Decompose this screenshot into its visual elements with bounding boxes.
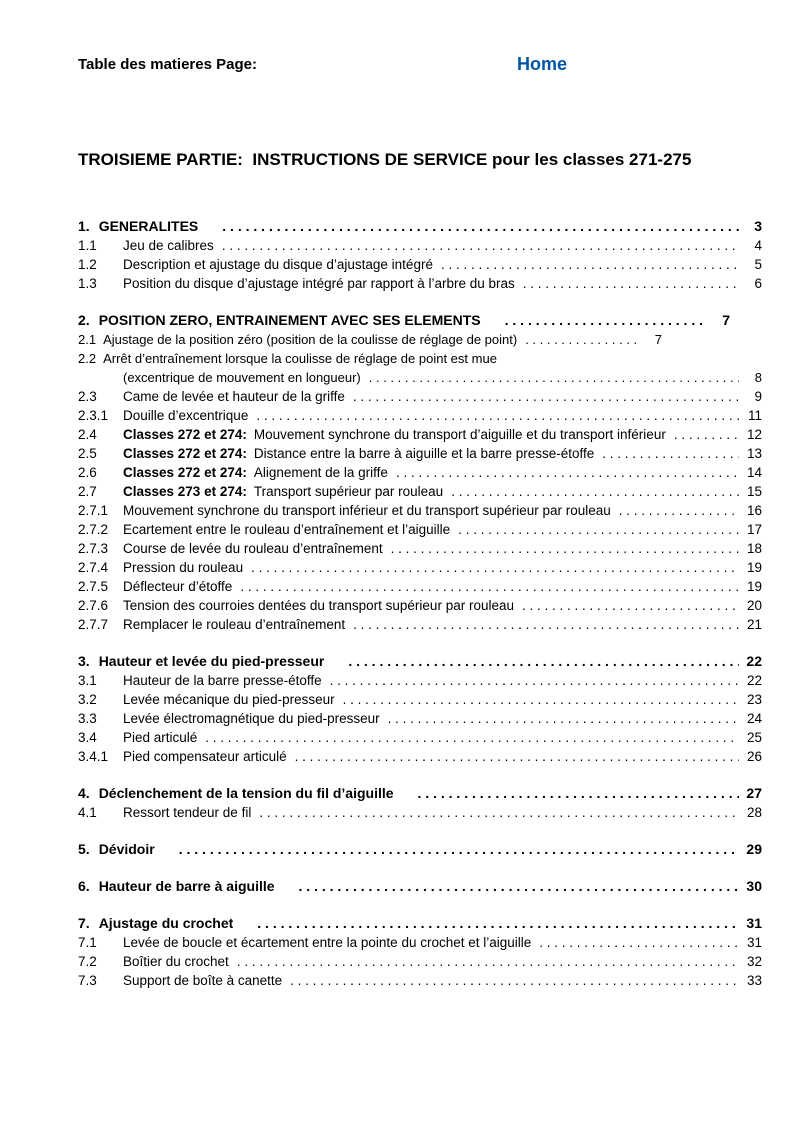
toc-entry-page: 7	[654, 332, 662, 347]
toc-group	[78, 652, 762, 766]
toc-group	[78, 840, 762, 859]
toc-entry-title: Ecartement entre le rouleau d’entraînement et l’aiguille	[123, 522, 451, 537]
toc-entry	[78, 236, 762, 255]
dot-leader	[295, 747, 739, 766]
toc-entry-page: 13	[746, 446, 762, 461]
dot-leader	[441, 255, 739, 274]
toc-entry-title: Mouvement synchrone du transport inférieur et du transport supérieur par rouleau	[123, 503, 611, 518]
dot-leader	[179, 840, 739, 859]
dot-leader	[369, 368, 739, 387]
toc-entry-title: Ajustage du crochet	[98, 915, 234, 931]
toc-entry	[78, 877, 762, 896]
toc-entry	[78, 690, 762, 709]
toc-entry-title: Boîtier du crochet	[123, 954, 229, 969]
toc-entry-title: Ajustage de la position zéro (position de la coulisse de réglage de point)	[103, 332, 518, 347]
toc-entry	[78, 803, 762, 822]
toc-entry-title: Tension des courroies dentées du transport supérieur par rouleau	[123, 598, 514, 613]
toc-entry-number: 4.1	[78, 805, 97, 820]
dot-leader	[523, 274, 739, 293]
toc-entry-number: 5.	[78, 841, 90, 857]
toc-entry-number: 3.4.1	[78, 749, 109, 764]
toc-entry-number: 2.5	[78, 446, 97, 461]
toc-entry-title: Transport supérieur par rouleau	[253, 484, 444, 499]
toc-entry-title: (excentrique de mouvement en longueur)	[123, 370, 361, 385]
dot-leader	[451, 482, 739, 501]
toc-entry-page: 21	[746, 617, 762, 632]
toc-entry-title: Pied articulé	[123, 730, 198, 745]
toc-entry-title: Levée mécanique du pied-presseur	[123, 692, 335, 707]
document-title: TROISIEME PARTIE: INSTRUCTIONS DE SERVICE pour les classes 271-275	[78, 150, 692, 169]
toc-entry-number: 2.6	[78, 465, 97, 480]
toc-entry-number: 2.7.3	[78, 541, 109, 556]
toc-entry-page: 28	[746, 805, 762, 820]
toc-entry-page: 4	[754, 238, 762, 253]
toc-entry-page: 33	[746, 973, 762, 988]
toc-entry-title: Came de levée et hauteur de la griffe	[123, 389, 345, 404]
toc-entry	[78, 482, 762, 501]
toc-entry-page: 3	[754, 218, 762, 234]
toc-entry	[78, 952, 762, 971]
toc-entry-page: 32	[746, 954, 762, 969]
toc-entry-page: 24	[746, 711, 762, 726]
toc-entry-title: Description et ajustage du disque d’ajustage intégré	[123, 257, 433, 272]
toc-entry-class-prefix: Classes 272 et 274:	[123, 427, 247, 442]
toc-entry	[78, 652, 762, 671]
dot-leader	[205, 728, 739, 747]
toc-entry-title: Déclenchement de la tension du fil d’aiguille	[98, 785, 394, 801]
home-link[interactable]: Home	[517, 54, 568, 74]
toc-entry-number: 3.4	[78, 730, 97, 745]
toc-entry-title: Pression du rouleau	[123, 560, 244, 575]
toc-entry-page: 19	[746, 560, 762, 575]
toc-entry-title: Pied compensateur articulé	[123, 749, 287, 764]
toc-entry-number: 3.2	[78, 692, 97, 707]
toc-entry-title: Levée de boucle et écartement entre la pointe du crochet et l’aiguille	[123, 935, 532, 950]
toc-entry-number: 1.3	[78, 276, 97, 291]
toc-heading-label: Table des matieres Page:	[78, 56, 257, 73]
toc-entry-page: 6	[754, 276, 762, 291]
toc-entry-page: 31	[746, 915, 762, 931]
toc-entry-title: Hauteur de barre à aiguille	[98, 878, 275, 894]
toc-entry-title: Levée électromagnétique du pied-presseur	[123, 711, 380, 726]
toc-entry-page: 9	[754, 389, 762, 404]
toc-entry-number: 2.3	[78, 389, 97, 404]
toc-entry-title: Jeu de calibres	[123, 238, 214, 253]
toc-entry-class-prefix: Classes 272 et 274:	[123, 465, 247, 480]
toc-entry-title: Dévidoir	[98, 841, 155, 857]
toc-entry	[78, 520, 762, 539]
toc-entry-page: 29	[746, 841, 762, 857]
dot-leader	[299, 877, 739, 896]
dot-leader	[251, 558, 739, 577]
dot-leader	[348, 652, 739, 671]
toc-entry-class-prefix: Classes 272 et 274:	[123, 446, 247, 461]
toc-entry-number: 1.2	[78, 257, 97, 272]
toc-entry-title: Course de levée du rouleau d’entraînement	[123, 541, 383, 556]
toc-entry-page: 26	[746, 749, 762, 764]
toc	[78, 217, 762, 990]
toc-entry-title: Hauteur de la barre presse-étoffe	[123, 673, 322, 688]
page-header	[78, 56, 762, 80]
dot-leader	[505, 311, 707, 330]
toc-entry	[78, 368, 762, 387]
toc-entry	[78, 971, 762, 990]
dot-leader	[259, 803, 739, 822]
toc-entry	[78, 671, 762, 690]
toc-entry	[78, 914, 762, 933]
toc-entry-page: 14	[746, 465, 762, 480]
dot-leader	[222, 236, 739, 255]
toc-entry	[78, 387, 762, 406]
toc-entry-page: 20	[746, 598, 762, 613]
toc-entry	[78, 840, 762, 859]
toc-entry-page: 17	[746, 522, 762, 537]
toc-entry	[78, 425, 762, 444]
dot-leader	[619, 501, 739, 520]
toc-entry-title: GENERALITES	[98, 218, 199, 234]
toc-group	[78, 877, 762, 896]
toc-entry-number: 2.3.1	[78, 408, 109, 423]
toc-entry-title: POSITION ZERO, ENTRAINEMENT AVEC SES ELEMENTS	[98, 312, 481, 328]
toc-entry-number: 2.7.7	[78, 617, 109, 632]
toc-entry-number: 2.4	[78, 427, 97, 442]
toc-entry-page: 22	[746, 673, 762, 688]
toc-entry-title: Support de boîte à canette	[123, 973, 283, 988]
dot-leader	[240, 577, 739, 596]
toc-entry-number: 2.1	[78, 332, 97, 347]
toc-entry-page: 18	[746, 541, 762, 556]
toc-entry-page: 8	[754, 370, 762, 385]
dot-leader	[525, 330, 639, 349]
toc-entry-number: 7.2	[78, 954, 97, 969]
toc-entry	[78, 596, 762, 615]
toc-entry-page: 30	[746, 878, 762, 894]
dot-leader	[290, 971, 739, 990]
toc-group	[78, 784, 762, 822]
dot-leader	[330, 671, 739, 690]
toc-entry	[78, 463, 762, 482]
toc-entry-page: 31	[746, 935, 762, 950]
toc-entry	[78, 539, 762, 558]
toc-entry	[78, 933, 762, 952]
toc-entry	[78, 558, 762, 577]
dot-leader	[256, 406, 739, 425]
toc-entry-number: 2.7.1	[78, 503, 109, 518]
toc-entry-number: 2.7.5	[78, 579, 109, 594]
dot-leader	[396, 463, 739, 482]
toc-entry-title: Déflecteur d’étoffe	[123, 579, 233, 594]
toc-entry-title: Position du disque d’ajustage intégré par rapport à l’arbre du bras	[123, 276, 515, 291]
toc-entry-title: Alignement de la griffe	[253, 465, 388, 480]
toc-entry-page: 23	[746, 692, 762, 707]
toc-entry-number: 4.	[78, 785, 90, 801]
toc-entry-number: 2.7	[78, 484, 97, 499]
toc-entry-title: Distance entre la barre à aiguille et la barre presse-étoffe	[253, 446, 595, 461]
toc-entry-number: 2.7.2	[78, 522, 109, 537]
toc-entry-title: Remplacer le rouleau d’entraînement	[123, 617, 346, 632]
toc-entry-page: 12	[746, 427, 762, 442]
toc-entry	[78, 615, 762, 634]
dot-leader	[391, 539, 739, 558]
dot-leader	[257, 914, 739, 933]
toc-entry-number: 1.	[78, 218, 90, 234]
toc-entry	[78, 728, 762, 747]
toc-entry-page: 27	[746, 785, 762, 801]
toc-entry	[78, 501, 762, 520]
dot-leader	[353, 615, 739, 634]
toc-entry-title: Mouvement synchrone du transport d’aiguille et du transport inférieur	[253, 427, 666, 442]
toc-entry-page: 7	[722, 312, 730, 328]
toc-entry-number: 3.1	[78, 673, 97, 688]
toc-entry-title: Douille d’excentrique	[123, 408, 249, 423]
toc-entry	[78, 330, 762, 349]
toc-entry-page: 19	[746, 579, 762, 594]
toc-entry	[78, 406, 762, 425]
toc-entry	[78, 217, 762, 236]
toc-entry	[78, 709, 762, 728]
toc-entry	[78, 577, 762, 596]
dot-leader	[237, 952, 739, 971]
toc-entry-page: 5	[754, 257, 762, 272]
toc-entry-page: 16	[746, 503, 762, 518]
toc-entry-number: 1.1	[78, 238, 97, 253]
dot-leader	[222, 217, 739, 236]
toc-entry-number: 6.	[78, 878, 90, 894]
toc-entry-number: 3.	[78, 653, 90, 669]
dot-leader	[522, 596, 739, 615]
toc-entry	[78, 274, 762, 293]
toc-entry-class-prefix: Classes 273 et 274:	[123, 484, 247, 499]
dot-leader	[539, 933, 739, 952]
toc-entry-title: Hauteur et levée du pied-presseur	[98, 653, 325, 669]
toc-entry-page: 11	[747, 408, 762, 423]
toc-entry-number: 7.1	[78, 935, 97, 950]
dot-leader	[602, 444, 739, 463]
dot-leader	[343, 690, 739, 709]
toc-entry-title: Arrêt d’entraînement lorsque la coulisse de réglage de point est mue	[103, 351, 497, 366]
toc-entry	[78, 747, 762, 766]
toc-entry-number: 7.	[78, 915, 90, 931]
toc-entry-page: 22	[746, 653, 762, 669]
toc-entry-page: 25	[746, 730, 762, 745]
toc-entry	[78, 349, 762, 368]
toc-entry	[78, 444, 762, 463]
toc-entry-number: 7.3	[78, 973, 97, 988]
toc-entry-number: 2.7.6	[78, 598, 109, 613]
toc-group	[78, 217, 762, 293]
dot-leader	[674, 425, 739, 444]
toc-entry-page: 15	[746, 484, 762, 499]
toc-group	[78, 311, 762, 634]
dot-leader	[353, 387, 739, 406]
toc-entry	[78, 784, 762, 803]
toc-entry-title: Ressort tendeur de fil	[123, 805, 252, 820]
dot-leader	[418, 784, 739, 803]
dot-leader	[388, 709, 739, 728]
toc-entry-number: 2.	[78, 312, 90, 328]
toc-group	[78, 914, 762, 990]
toc-entry-number: 3.3	[78, 711, 97, 726]
toc-entry-number: 2.7.4	[78, 560, 109, 575]
dot-leader	[458, 520, 739, 539]
toc-entry-number: 2.2	[78, 351, 97, 366]
toc-entry	[78, 255, 762, 274]
toc-entry	[78, 311, 762, 330]
